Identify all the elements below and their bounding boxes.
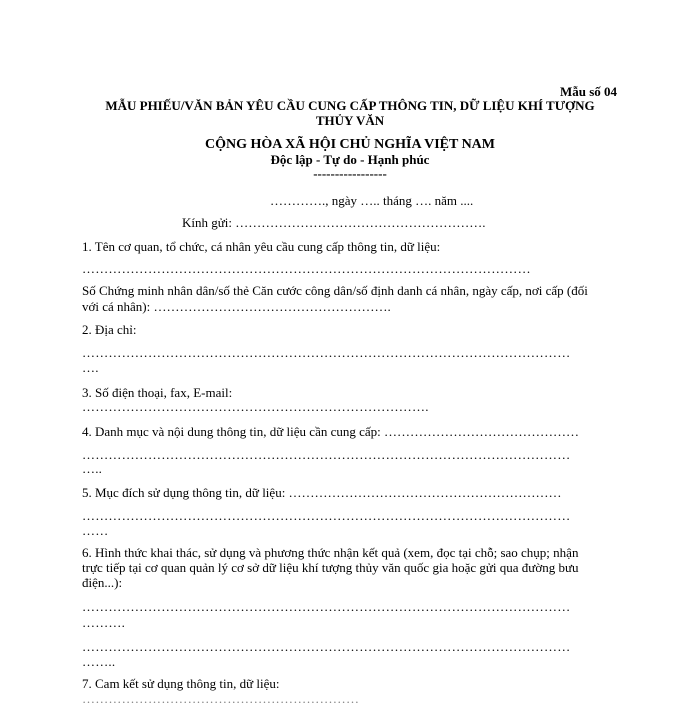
item-6-line1: 6. Hình thức khai thác, sử dụng và phương thức nhận kết quả (xem, đọc tại chỗ; sao chụp; nhận [82, 545, 579, 560]
id-info-line2: với cá nhân): ………………………………………………. [82, 299, 391, 314]
id-info-line1: Số Chứng minh nhân dân/số thẻ Căn cước công dân/số định danh cá nhân, ngày cấp, nơi cấp (đối [82, 283, 588, 298]
item-6-line3: điện...): [82, 575, 123, 590]
item-1-label: 1. Tên cơ quan, tổ chức, cá nhân yêu cầu cung cấp thông tin, dữ liệu: [82, 239, 441, 254]
item-4-fill-line: ………………………………………………………………………………………………… [82, 448, 571, 462]
item-3-fill-line: ……………………………………………………………………. [82, 400, 429, 414]
item-2-fill-line-end: …. [82, 361, 99, 375]
item-1-fill-line: ………………………………………………………………………………………… [82, 262, 531, 276]
item-7-fill-line: ……………………………………………………… [82, 692, 360, 706]
form-title-line1: MẪU PHIẾU/VĂN BẢN YÊU CẦU CUNG CẤP THÔNG TIN, DỮ LIỆU KHÍ TƯỢNG [105, 98, 595, 113]
item-4-label: 4. Danh mục và nội dung thông tin, dữ liệu cần cung cấp: ……………………………………… [82, 424, 580, 439]
item-6-fill-line2: ………………………………………………………………………………………………… [82, 640, 571, 654]
motto-rule: ----------------- [313, 166, 387, 181]
item-6-fill-line1-end: ………. [82, 616, 126, 630]
item-2-fill-line: ………………………………………………………………………………………………… [82, 346, 571, 360]
item-5-fill-line: ………………………………………………………………………………………………… [82, 509, 571, 523]
item-4-fill-line-end: ….. [82, 462, 103, 476]
form-number: Mẫu số 04 [560, 84, 618, 99]
item-6-line2: trực tiếp tại cơ quan quản lý cơ sở dữ liệu khí tượng thủy văn quốc gia hoặc gửi qua đường bưu [82, 560, 579, 575]
item-6-fill-line2-end: …….. [82, 655, 116, 669]
motto: Độc lập - Tự do - Hạnh phúc [270, 152, 430, 167]
form-title-line2: THỦY VĂN [315, 113, 385, 128]
item-5-label: 5. Mục đích sử dụng thông tin, dữ liệu: ……………………………………………………… [82, 485, 562, 500]
date-line: …………., ngày ….. tháng …. năm .... [270, 193, 474, 208]
item-6-fill-line1: ………………………………………………………………………………………………… [82, 600, 571, 614]
addressee-line: Kính gửi: …………………………………………………. [182, 215, 486, 230]
item-5-fill-line-end: …… [82, 524, 109, 538]
national-name: CỘNG HÒA XÃ HỘI CHỦ NGHĨA VIỆT NAM [204, 137, 495, 152]
item-3-label: 3. Số điện thoại, fax, E-mail: [82, 385, 233, 400]
item-2-label: 2. Địa chỉ: [82, 322, 137, 337]
item-7-label: 7. Cam kết sử dụng thông tin, dữ liệu: [82, 676, 280, 691]
